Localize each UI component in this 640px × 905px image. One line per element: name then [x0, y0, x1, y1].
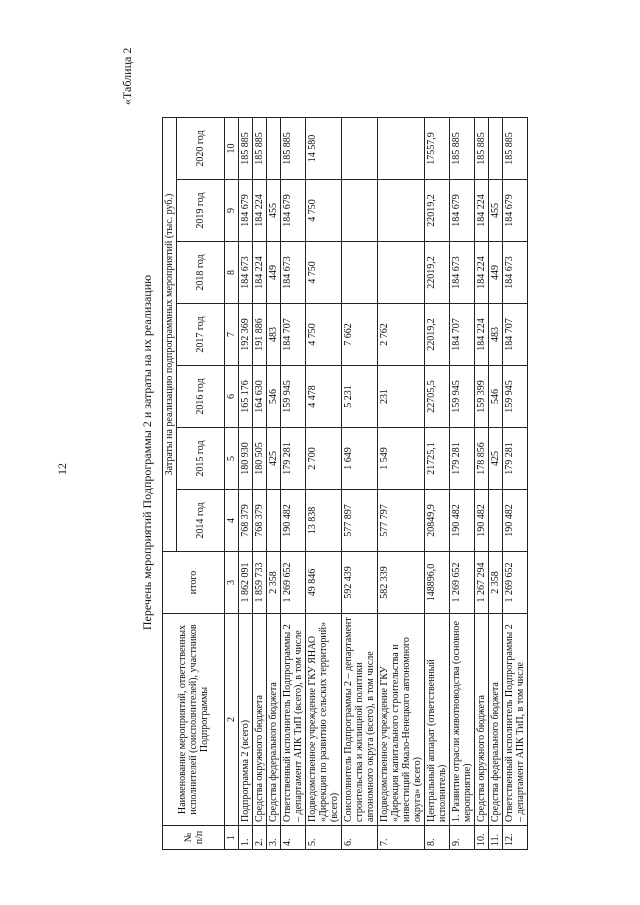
column-number-row	[225, 118, 239, 850]
row-year-value: 21725,1	[425, 428, 450, 490]
column-number: 2	[225, 614, 239, 826]
row-year-value: 22019,2	[425, 304, 450, 366]
row-year-value: 190 482	[503, 490, 528, 552]
row-year-value: 577 897	[342, 490, 378, 552]
row-year-value: 2 762	[378, 304, 425, 366]
row-year-value: 483	[489, 304, 503, 366]
row-name: Ответственный исполнитель Подпрограммы 2 – департамент АПК ТиП, в том числе	[503, 614, 528, 826]
row-year-value: 184 673	[281, 242, 306, 304]
row-year-value: 231	[378, 366, 425, 428]
header-year-2017: 2017 год	[177, 304, 225, 366]
table-row	[503, 118, 528, 850]
row-year-value: 4 750	[306, 304, 342, 366]
row-number: 9.	[450, 826, 475, 850]
row-year-value: 178 856	[475, 428, 489, 490]
row-year-value: 184 224	[253, 180, 267, 242]
row-year-value: 190 482	[450, 490, 475, 552]
row-year-value: 22019,2	[425, 242, 450, 304]
row-year-value: 455	[489, 180, 503, 242]
row-number: 4.	[281, 826, 306, 850]
row-year-value: 191 886	[253, 304, 267, 366]
row-year-value	[489, 490, 503, 552]
row-name: Подведомственное учреждение ГКУ ЯНАО «Дирекция по развитию сельских территорий» (всего)	[306, 614, 342, 826]
row-number: 12.	[503, 826, 528, 850]
row-year-value: 184 679	[281, 180, 306, 242]
table-row	[450, 118, 475, 850]
row-number: 1.	[239, 826, 253, 850]
row-year-value: 184 673	[239, 242, 253, 304]
column-number: 8	[225, 242, 239, 304]
row-year-value: 546	[267, 366, 281, 428]
row-year-value: 4 478	[306, 366, 342, 428]
row-year-value: 5 231	[342, 366, 378, 428]
row-year-value: 13 838	[306, 490, 342, 552]
table-row	[475, 118, 489, 850]
table-row	[306, 118, 342, 850]
row-year-value: 425	[489, 428, 503, 490]
row-total: 1 269 652	[450, 552, 475, 614]
row-year-value: 184 224	[475, 304, 489, 366]
page-number: 12	[55, 463, 69, 475]
row-year-value: 185 885	[475, 118, 489, 180]
row-year-value: 20849,9	[425, 490, 450, 552]
row-number: 7.	[378, 826, 425, 850]
table-row	[489, 118, 503, 850]
row-total: 1 859 733	[253, 552, 267, 614]
row-year-value: 768 379	[253, 490, 267, 552]
row-year-value: 190 482	[475, 490, 489, 552]
column-number: 10	[225, 118, 239, 180]
row-year-value: 185 885	[239, 118, 253, 180]
row-year-value: 185 885	[450, 118, 475, 180]
table-label: «Таблица 2	[120, 47, 134, 105]
header-year-2018: 2018 год	[177, 242, 225, 304]
row-total: 2 358	[489, 552, 503, 614]
row-name: Средства федерального бюджета	[489, 614, 503, 826]
row-year-value	[489, 118, 503, 180]
row-year-value	[342, 118, 378, 180]
row-total: 592 439	[342, 552, 378, 614]
row-year-value: 17557,9	[425, 118, 450, 180]
row-year-value: 184 224	[475, 242, 489, 304]
row-total: 49 846	[306, 552, 342, 614]
row-year-value: 184 679	[503, 180, 528, 242]
table-row	[342, 118, 378, 850]
row-year-value: 179 281	[503, 428, 528, 490]
row-number: 2.	[253, 826, 267, 850]
row-year-value: 768 379	[239, 490, 253, 552]
row-year-value: 1 549	[378, 428, 425, 490]
row-year-value: 179 281	[450, 428, 475, 490]
table-row	[253, 118, 267, 850]
row-year-value: 4 750	[306, 180, 342, 242]
column-number: 1	[225, 826, 239, 850]
row-total: 2 358	[267, 552, 281, 614]
row-year-value: 7 662	[342, 304, 378, 366]
column-number: 5	[225, 428, 239, 490]
row-year-value: 22705,5	[425, 366, 450, 428]
row-year-value	[342, 242, 378, 304]
row-number: 8.	[425, 826, 450, 850]
row-year-value: 1 649	[342, 428, 378, 490]
table-row	[281, 118, 306, 850]
row-year-value: 185 885	[281, 118, 306, 180]
row-name: Средства окружного бюджета	[253, 614, 267, 826]
row-year-value: 184 224	[475, 180, 489, 242]
table-row	[425, 118, 450, 850]
row-year-value: 184 673	[503, 242, 528, 304]
header-num: № п/п	[163, 826, 225, 850]
row-name: Средства федерального бюджета	[267, 614, 281, 826]
row-total: 1 862 091	[239, 552, 253, 614]
header-total: итого	[163, 552, 225, 614]
row-year-value: 179 281	[281, 428, 306, 490]
row-year-value: 159 399	[475, 366, 489, 428]
row-total: 148896,0	[425, 552, 450, 614]
row-year-value: 159 945	[503, 366, 528, 428]
row-year-value	[378, 242, 425, 304]
row-year-value: 483	[267, 304, 281, 366]
row-name: Центральный аппарат (ответственный исполнитель)	[425, 614, 450, 826]
row-number: 3.	[267, 826, 281, 850]
row-year-value: 180 505	[253, 428, 267, 490]
row-year-value: 449	[267, 242, 281, 304]
row-year-value: 546	[489, 366, 503, 428]
column-number: 6	[225, 366, 239, 428]
row-year-value	[378, 180, 425, 242]
row-year-value: 184 707	[281, 304, 306, 366]
row-total: 582 339	[378, 552, 425, 614]
header-year-2015: 2015 год	[177, 428, 225, 490]
row-year-value: 425	[267, 428, 281, 490]
row-year-value: 159 945	[450, 366, 475, 428]
row-name: Ответственный исполнитель Подпрограммы 2 – департамент АПК ТиП (всего), в том числе	[281, 614, 306, 826]
row-name: Подведомственное учреждение ГКУ «Дирекция капитального строительства и инвестиций Ямало-Ненецкого автономного округа» (всего)	[378, 614, 425, 826]
row-year-value: 185 885	[503, 118, 528, 180]
header-costs: Затраты на реализацию подпрограммных мероприятий (тыс. руб.)	[163, 118, 177, 552]
row-name: Соисполнитель Подпрограммы 2 – департамент строительства и жилищной политики автономного округа (всего), в том числе	[342, 614, 378, 826]
row-year-value: 184 707	[503, 304, 528, 366]
row-name: Подпрограмма 2 (всего)	[239, 614, 253, 826]
row-number: 10.	[475, 826, 489, 850]
row-year-value	[267, 490, 281, 552]
table-row	[239, 118, 253, 850]
row-year-value: 185 885	[253, 118, 267, 180]
header-year-2019: 2019 год	[177, 180, 225, 242]
row-number: 5.	[306, 826, 342, 850]
row-total: 1 267 294	[475, 552, 489, 614]
column-number: 7	[225, 304, 239, 366]
row-year-value	[342, 180, 378, 242]
header-year-2016: 2016 год	[177, 366, 225, 428]
row-year-value: 22019,2	[425, 180, 450, 242]
row-total: 1 269 652	[503, 552, 528, 614]
row-year-value: 165 176	[239, 366, 253, 428]
column-number: 4	[225, 490, 239, 552]
row-year-value: 184 679	[450, 180, 475, 242]
column-number: 9	[225, 180, 239, 242]
row-year-value: 184 673	[450, 242, 475, 304]
table-row	[378, 118, 425, 850]
row-year-value: 184 679	[239, 180, 253, 242]
row-total: 1 269 652	[281, 552, 306, 614]
row-year-value: 164 630	[253, 366, 267, 428]
row-number: 11.	[489, 826, 503, 850]
header-name: Наименование мероприятий, ответственных исполнителей (соисполнителей), участников Подпрограммы	[163, 614, 225, 826]
header-year-2020: 2020 год	[177, 118, 225, 180]
measures-table	[162, 117, 528, 850]
row-year-value: 2 700	[306, 428, 342, 490]
row-year-value: 192 369	[239, 304, 253, 366]
row-year-value: 449	[489, 242, 503, 304]
column-number: 3	[225, 552, 239, 614]
row-year-value: 577 797	[378, 490, 425, 552]
row-year-value	[267, 118, 281, 180]
row-year-value: 4 750	[306, 242, 342, 304]
row-year-value: 14 580	[306, 118, 342, 180]
row-year-value: 159 945	[281, 366, 306, 428]
row-year-value: 190 482	[281, 490, 306, 552]
header-year-2014: 2014 год	[177, 490, 225, 552]
table-caption: Перечень мероприятий Подпрограммы 2 и затраты на их реализацию	[140, 274, 154, 631]
row-year-value: 180 930	[239, 428, 253, 490]
table-row	[267, 118, 281, 850]
row-year-value: 184 707	[450, 304, 475, 366]
row-name: Средства окружного бюджета	[475, 614, 489, 826]
row-name: 1. Развитие отрасли животноводства (основное мероприятие)	[450, 614, 475, 826]
row-number: 6.	[342, 826, 378, 850]
row-year-value: 455	[267, 180, 281, 242]
row-year-value: 184 224	[253, 242, 267, 304]
row-year-value	[378, 118, 425, 180]
